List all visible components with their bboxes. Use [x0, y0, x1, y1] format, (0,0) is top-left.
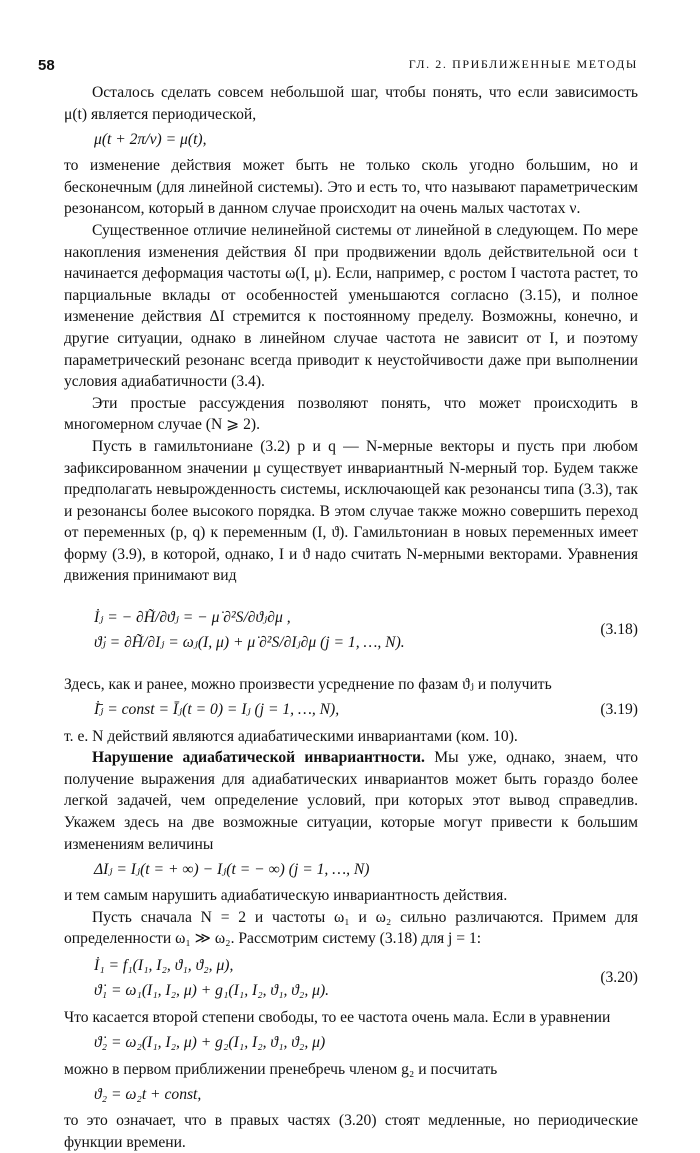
equation-formula: İ₁ = f₁(I₁, I₂, ϑ₁, ϑ₂, μ), — [94, 957, 234, 974]
paragraph: Существенное отличие нелинейной системы от линейной в следующем. По мере накопления изменения действия δI при продвижении вдоль действительной оси t начинается деформация частоты ω(I, μ). Если, например, с ростом I частота растет, то парциальные вклады от особенностей уменьшаются согласно (3.15), и полное изменение действия ΔI стремится к постоянному пределу. Возможны, конечно, и другие ситуации, однако в линейном случае частота не зависит от I, и поэтому параметрический резонанс всегда приводит к неустойчивости даже при выполнении условия адиабатичности (3.4). — [64, 221, 638, 391]
equation-system — [64, 953, 572, 1003]
equation-formula: ϑ̇ⱼ = ∂H̃/∂Iⱼ = ωⱼ(I, μ) + μ̇ ∂²S/∂Iⱼ∂μ (j = 1, …, N). — [94, 634, 405, 652]
equation-formula: ϑ̇₁ = ω₁(I₁, I₂, μ) + g₁(I₁, I₂, ϑ₁, ϑ₂, μ). — [94, 982, 330, 999]
page-number: 58 — [38, 57, 55, 74]
paragraph: Эти простые рассуждения позволяют понять, что может происходить в многомерном случае (N ⩾ 2). — [64, 394, 638, 434]
page-header — [38, 57, 638, 77]
equation-number: (3.20) — [600, 969, 638, 987]
equation-formula: ϑ̇₂ = ω₂(I₁, I₂, μ) + g₂(I₁, I₂, ϑ₁, ϑ₂, μ) — [94, 1034, 326, 1052]
paragraph-section — [64, 747, 638, 855]
paragraph: можно в первом приближении пренебречь членом g₂ и посчитать — [64, 1060, 498, 1078]
paragraph: т. е. N действий являются адиабатическими инвариантами (ком. 10). — [64, 727, 518, 745]
equation — [64, 1032, 638, 1055]
equation-formula: ϑ₂ = ω₂t + const, — [94, 1085, 202, 1103]
paragraph: то это означает, что в правых частях (3.20) стоят медленные, но периодические функции времени. — [64, 1112, 638, 1151]
equation-formula: İ̄ⱼ = const = Īⱼ(t = 0) = Iⱼ (j = 1, …, N), — [94, 701, 340, 719]
paragraph-text: Мы уже, однако, знаем, что получение выражения для адиабатических инвариантов может быть гораздо более легкой задачей, чем определение условий, при которых этот вывод справедлив. Укажем здесь на две возможные ситуации, которые могут привести к большим изменениям величины — [64, 749, 639, 853]
equation-formula: ΔIⱼ = Iⱼ(t = + ∞) − Iⱼ(t = − ∞) (j = 1, …, N) — [94, 860, 370, 878]
paragraph: Здесь, как и ранее, можно произвести усреднение по фазам ϑⱼ и получить — [64, 676, 552, 694]
equation — [64, 1083, 638, 1106]
equation-number: (3.19) — [600, 701, 638, 719]
equation — [64, 128, 638, 151]
paragraph: то изменение действия может быть не только сколь угодно большим, но и бесконечным (для линейной системы). Это и есть то, что называют параметрическим резонансом, который в данном случае происходит на очень малых частотах ν. — [64, 157, 638, 218]
running-head: ГЛ. 2. ПРИБЛИЖЕННЫЕ МЕТОДЫ — [408, 57, 638, 71]
equation-number: (3.18) — [600, 621, 638, 639]
equation-3-19 — [64, 699, 638, 722]
paragraph: Пусть сначала N = 2 и частоты ω₁ и ω₂ сильно различаются. Примем для определенности ω₁ ≫ ω₂. Рассмотрим систему (3.18) для j = 1: — [64, 908, 638, 948]
section-lead: Нарушение адиабатической инвариантности. — [92, 749, 425, 767]
page-body — [64, 82, 638, 1153]
equation-formula: μ(t + 2π/ν) = μ(t), — [94, 130, 207, 148]
paragraph: Осталось сделать совсем небольшой шаг, чтобы понять, что если зависимость μ(t) является периодической, — [64, 84, 638, 123]
equation-system — [64, 605, 572, 655]
paragraph: и тем самым нарушить адиабатическую инвариантность действия. — [64, 887, 508, 905]
equation-3-18 — [64, 590, 638, 670]
equation — [64, 858, 638, 881]
equation-formula: İⱼ = − ∂H̃/∂ϑⱼ = − μ̇ ∂²S/∂ϑⱼ∂μ , — [94, 609, 291, 627]
paragraph: Пусть в гамильтониане (3.2) p и q — N-мерные векторы и пусть при любом зафиксированном значении μ существует инвариантный N-мерный тор. Будем также предполагать невырожденность системы, исключающей как резонансы типа (3.3), так и резонансы более высокого порядка. В этом случае также можно совершить переход от переменных (p, q) к переменным (I, ϑ). Гамильтониан в новых переменных имеет форму (3.9), в которой, однако, I и ϑ надо считать N-мерными векторами. Уравнения движения принимают вид — [64, 437, 638, 585]
paragraph: Что касается второй степени свободы, то ее частота очень мала. Если в уравнении — [64, 1009, 611, 1026]
equation-3-20 — [64, 953, 638, 1003]
